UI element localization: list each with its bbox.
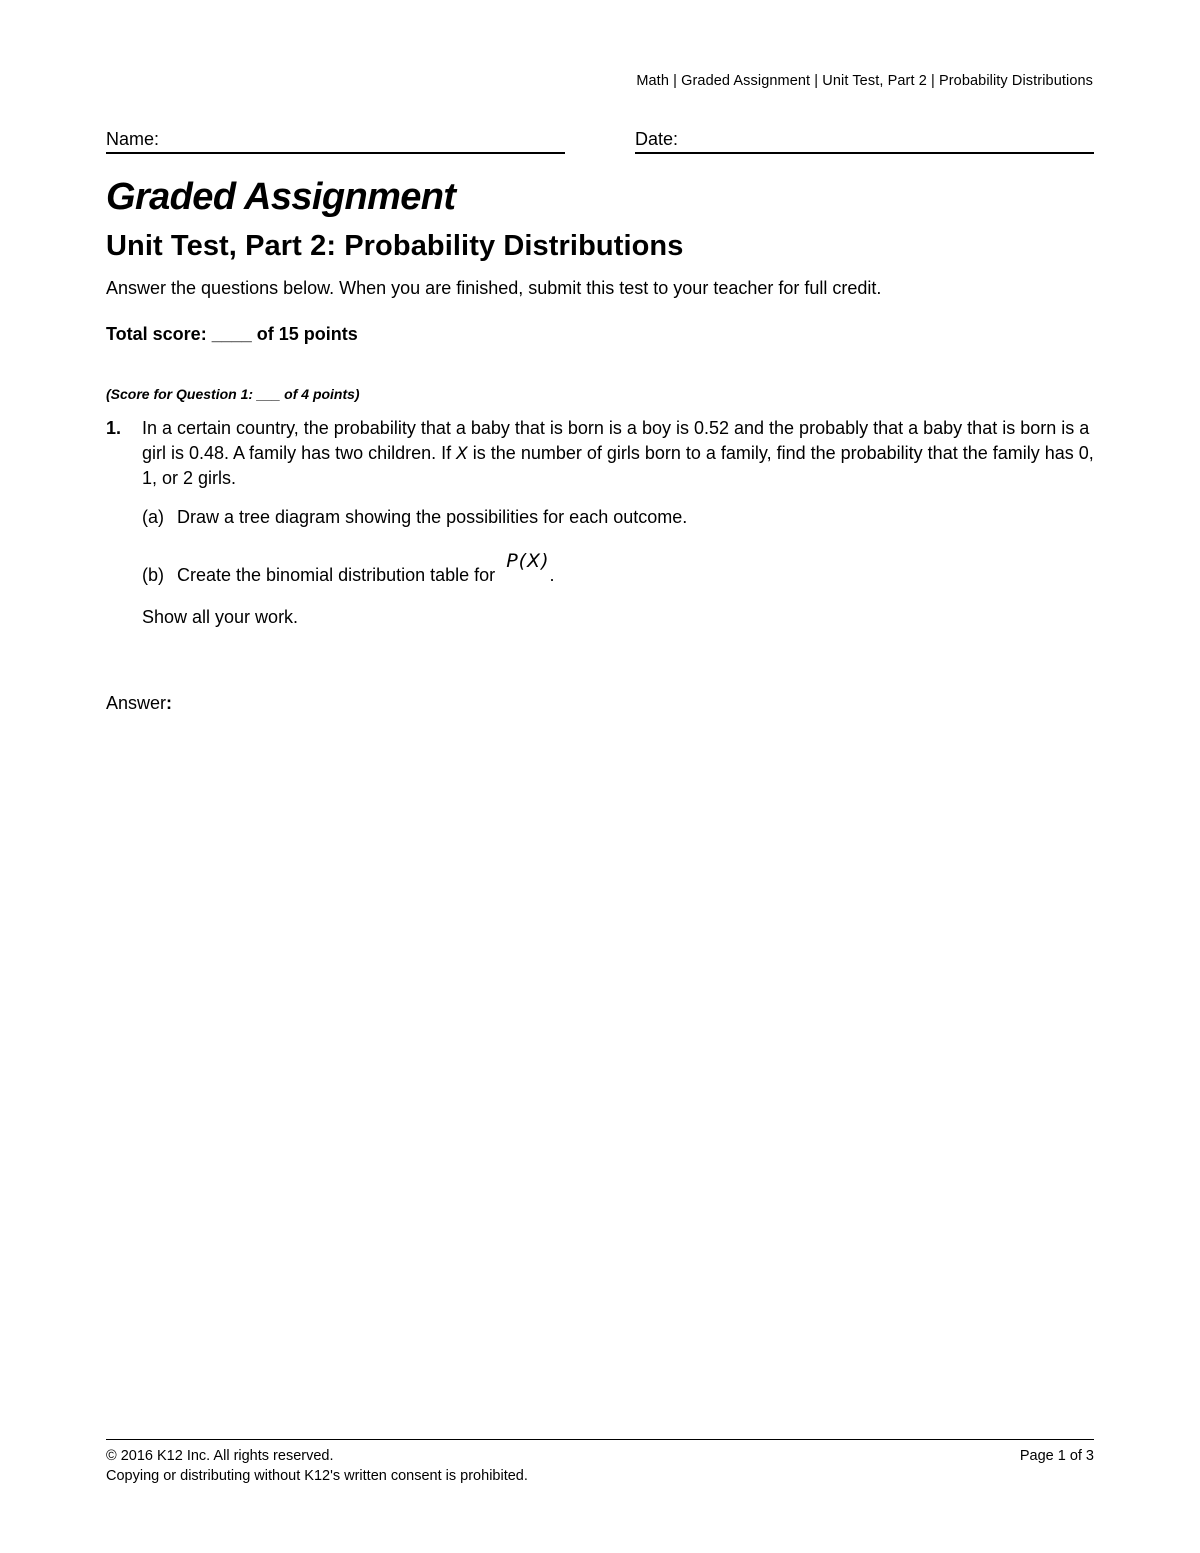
show-work-instruction: Show all your work.	[142, 607, 299, 627]
copyright-text: © 2016 K12 Inc. All rights reserved.	[106, 1448, 334, 1464]
date-label: Date:	[635, 129, 679, 149]
page-title: Graded Assignment	[106, 176, 456, 218]
name-field[interactable]	[106, 126, 565, 154]
part-a-text: Draw a tree diagram showing the possibilities for each outcome.	[177, 507, 688, 527]
variable-x: X	[456, 443, 468, 464]
answer-area[interactable]	[106, 693, 172, 714]
question-number: 1.	[106, 418, 122, 438]
copying-notice: Copying or distributing without K12's written consent is prohibited.	[106, 1468, 528, 1484]
answer-colon: :	[166, 693, 173, 713]
instructions: Answer the questions below. When you are finished, submit this test to your teacher for full credit.	[106, 278, 882, 298]
footer-divider	[106, 1439, 1094, 1440]
footer-left	[106, 1446, 528, 1486]
student-info-row	[106, 126, 1094, 156]
question-1-part-a	[142, 507, 687, 528]
question-1-text	[142, 416, 1097, 491]
part-b-label: (b)	[142, 565, 164, 585]
answer-label: Answer	[106, 693, 167, 713]
date-field[interactable]	[635, 126, 1094, 154]
total-score: Total score: ____ of 15 points	[106, 324, 358, 344]
part-a-label: (a)	[142, 507, 164, 527]
question-1-part-b	[142, 550, 555, 586]
part-b-text: Create the binomial distribution table for	[177, 565, 501, 585]
question-1-score: (Score for Question 1: ___ of 4 points)	[106, 386, 360, 402]
question-text-part-2: is the number of girls born to a family, find the probability that the family has 0, 1, or 2 girls.	[142, 442, 1094, 488]
page-subtitle: Unit Test, Part 2: Probability Distributions	[106, 230, 684, 262]
probability-expression: P(X)	[506, 550, 550, 572]
name-label: Name:	[106, 129, 160, 149]
running-header: Math | Graded Assignment | Unit Test, Part 2 | Probability Distributions	[636, 73, 1093, 89]
question-text-part-1: In a certain country, the probability that a baby that is born is a boy is 0.52 and the probably that a baby that is born is a girl is 0.48. A family has two children. If	[142, 418, 1090, 463]
part-b-end: .	[549, 565, 555, 585]
page-number: Page 1 of 3	[1019, 1448, 1094, 1464]
